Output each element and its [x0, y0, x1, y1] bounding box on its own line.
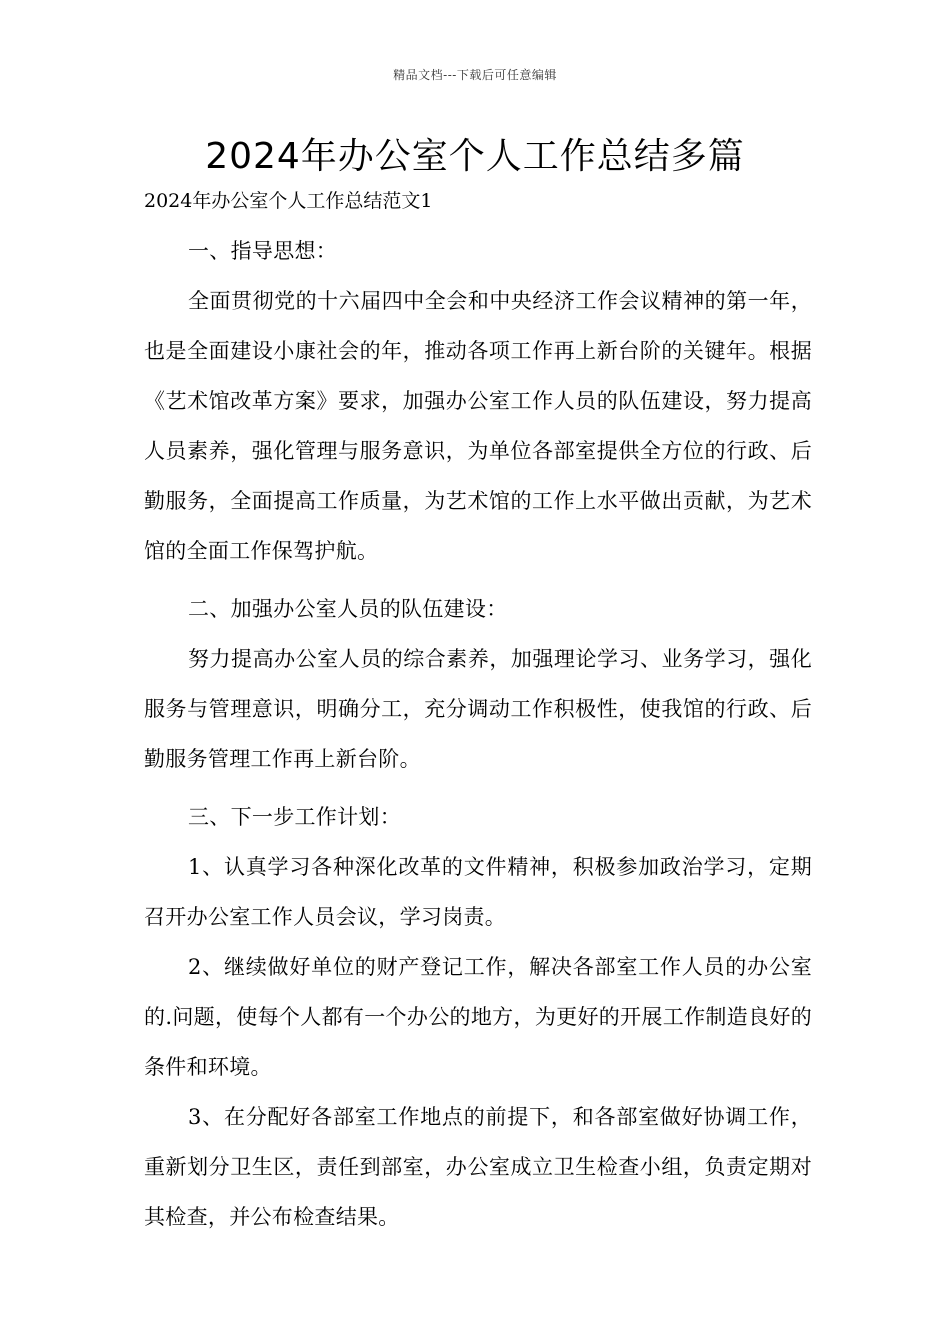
document-subtitle: 2024年办公室个人工作总结范文1 — [144, 190, 433, 212]
header-note: 精品文档---下载后可任意编辑 — [393, 68, 557, 82]
section-heading-1: 一、指导思想： — [188, 239, 338, 263]
section-heading-3: 三、下一步工作计划： — [188, 805, 401, 829]
document-title: 2024年办公室个人工作总结多篇 — [205, 136, 745, 177]
list-item-2: 2、继续做好单位的财产登记工作，解决各部室工作人员的办公室的.问题，使每个人都有一个办公的地方，为更好的开展工作制造良好的条件和环境。 — [144, 955, 812, 1079]
document-body — [144, 182, 812, 1242]
list-item-1: 1、认真学习各种深化改革的文件精神，积极参加政治学习，定期召开办公室工作人员会议，学习岗责。 — [144, 855, 812, 929]
paragraph-2: 努力提高办公室人员的综合素养，加强理论学习、业务学习，强化服务与管理意识，明确分工，充分调动工作积极性，使我馆的行政、后勤服务管理工作再上新台阶。 — [144, 647, 812, 771]
list-item-3: 3、在分配好各部室工作地点的前提下，和各部室做好协调工作，重新划分卫生区，责任到部室，办公室成立卫生检查小组，负责定期对其检查，并公布检查结果。 — [144, 1105, 812, 1229]
paragraph-1: 全面贯彻党的十六届四中全会和中央经济工作会议精神的第一年，也是全面建设小康社会的年，推动各项工作再上新台阶的关键年。根据《艺术馆改革方案》要求，加强办公室工作人员的队伍建设，努力提高人员素养，强化管理与服务意识，为单位各部室提供全方位的行政、后勤服务，全面提高工作质量，为艺术馆的工作上水平做出贡献，为艺术馆的全面工作保驾护航。 — [144, 289, 812, 563]
section-heading-2: 二、加强办公室人员的队伍建设： — [188, 597, 508, 621]
